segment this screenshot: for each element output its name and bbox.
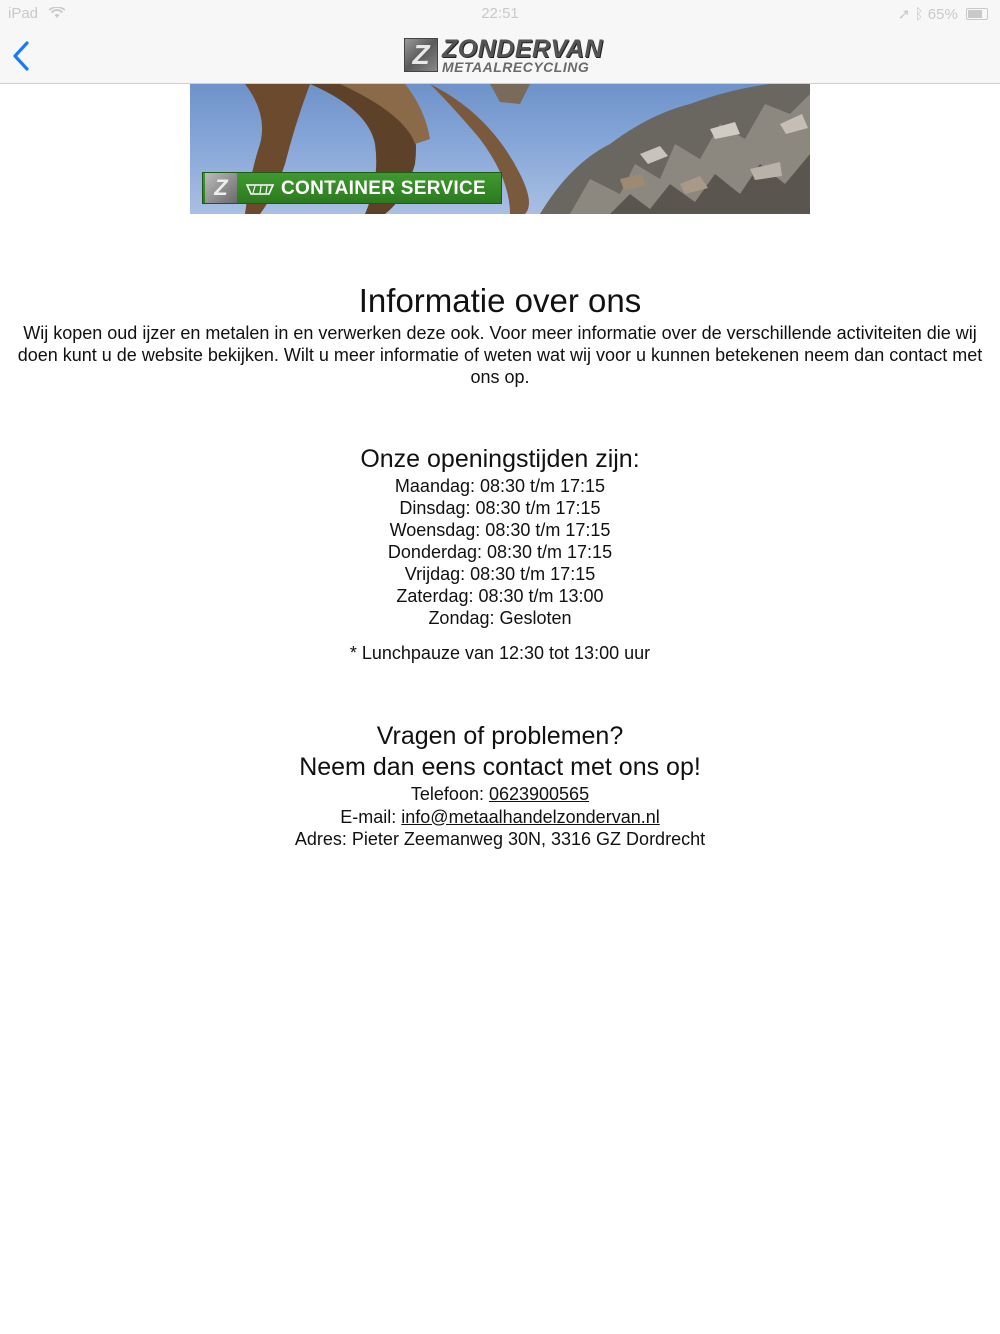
battery-percent: 65% [927,6,958,23]
battery-icon [966,8,988,20]
main-content [0,280,1000,851]
phone-line [0,783,1000,806]
banner-logo-mark: Z [205,173,237,203]
banner-label-text: CONTAINER SERVICE [281,178,486,199]
status-time: 22:51 [481,5,519,22]
back-button[interactable] [6,36,40,76]
hours-saturday: Zaterdag: 08:30 t/m 13:00 [396,586,604,606]
hours-wednesday: Woensdag: 08:30 t/m 17:15 [389,520,611,540]
email-label: E-mail: [340,806,402,827]
bluetooth-icon: ᛒ [914,6,924,23]
opening-hours-title: Onze openingstijden zijn: [360,445,640,473]
about-text: Wij kopen oud ijzer en metalen in en verwerken deze ook. Voor meer informatie over de verschillende activiteiten die wij doen kunt u de website bekijken. Wilt u meer informatie of weten wat wij voor u kunnen betekenen neem dan contact met ons op. [17,323,983,387]
navigation-bar [0,28,1000,84]
location-icon: ➚ [897,6,911,23]
logo-name: ZONDERVAN [442,35,603,63]
contact-title-line1: Vragen of problemen? [376,722,624,750]
email-line [0,806,1000,829]
container-icon [245,182,275,196]
opening-hours-list [0,475,1000,629]
address-line: Adres: Pieter Zeemanweg 30N, 3316 GZ Dordrecht [294,829,706,849]
hours-sunday: Zondag: Gesloten [428,608,572,628]
container-service-banner [190,84,810,214]
chevron-left-icon [6,36,40,76]
email-link[interactable]: info@metaalhandelzondervan.nl [401,806,660,827]
device-name: iPad [8,5,39,22]
status-bar [0,0,1000,28]
lunch-break-note: * Lunchpauze van 12:30 tot 13:00 uur [349,643,651,663]
about-title: Informatie over ons [358,282,642,319]
hours-friday: Vrijdag: 08:30 t/m 17:15 [404,564,596,584]
hours-monday: Maandag: 08:30 t/m 17:15 [394,476,606,496]
hours-tuesday: Dinsdag: 08:30 t/m 17:15 [399,498,601,518]
logo-mark: Z [404,38,438,72]
hours-thursday: Donderdag: 08:30 t/m 17:15 [387,542,613,562]
logo-subtitle: METAALRECYCLING [442,59,590,75]
container-service-label [202,172,502,204]
contact-title-line2: Neem dan eens contact met ons op! [299,753,701,781]
phone-link[interactable]: 0623900565 [488,784,590,804]
zondervan-logo [404,35,603,75]
contact-title [0,721,1000,783]
status-right [898,5,988,23]
phone-label: Telefoon: [410,784,489,804]
